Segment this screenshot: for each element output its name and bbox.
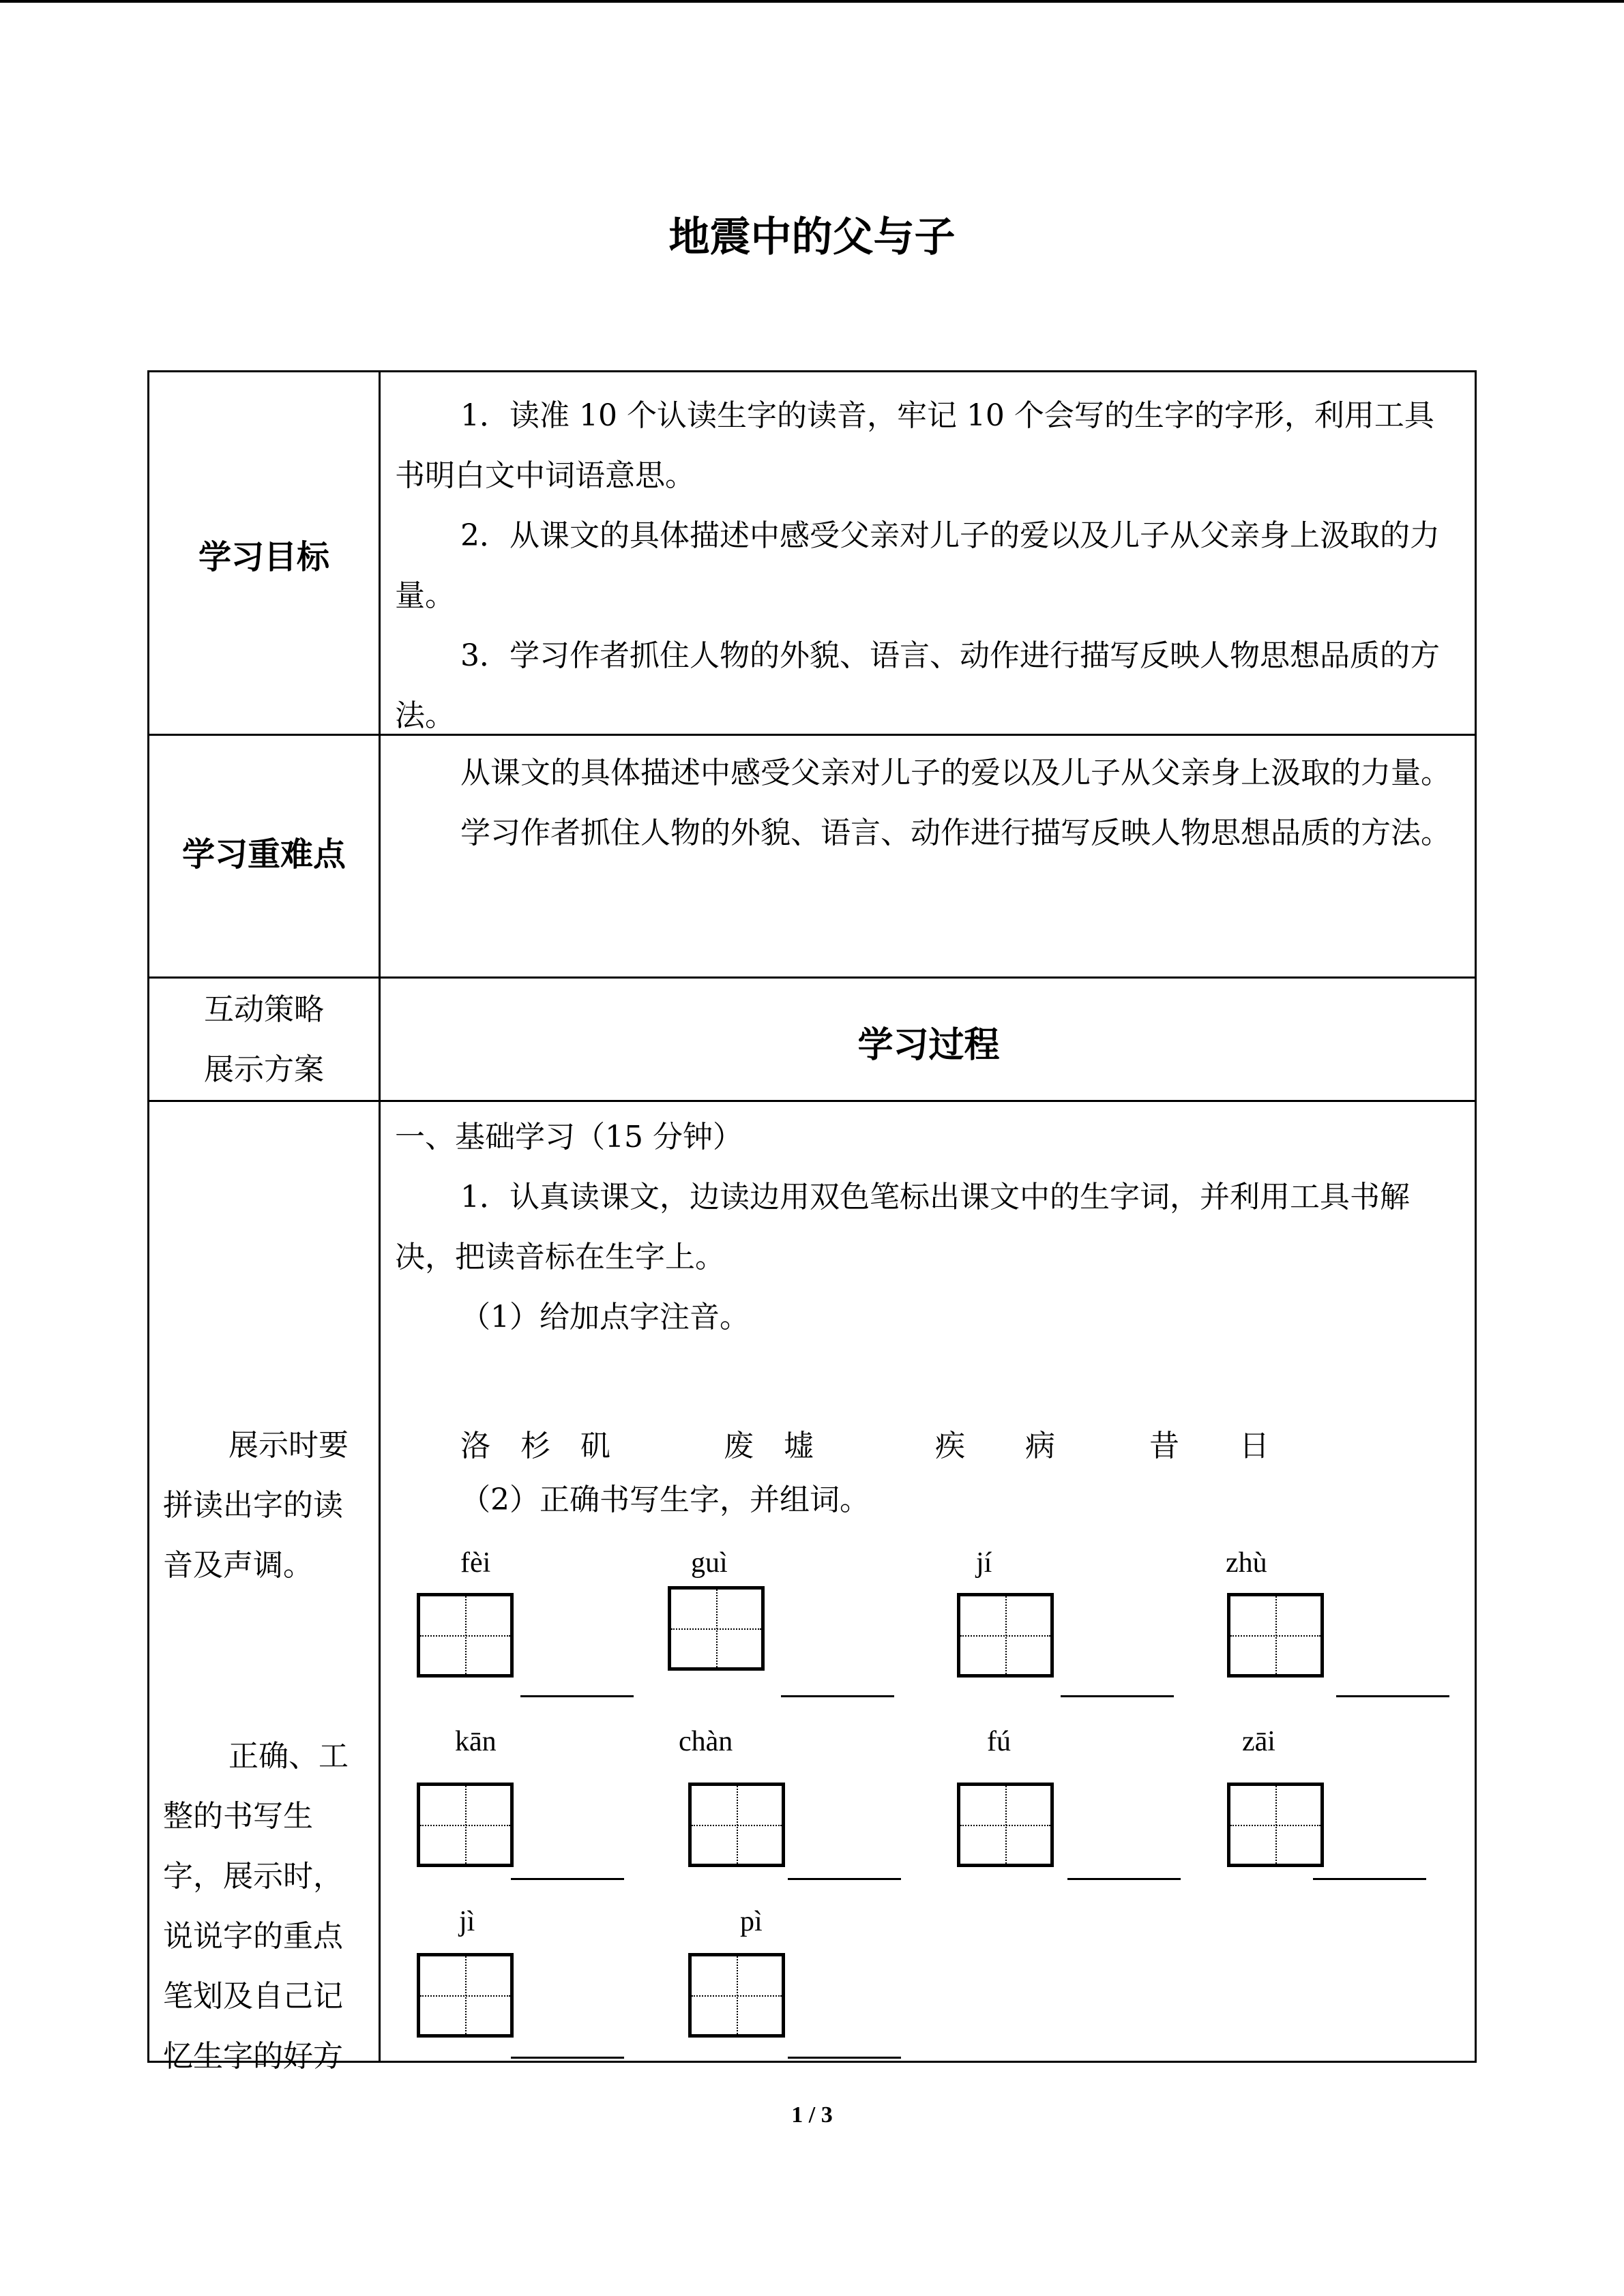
strategy-header-line1: 互动策略: [204, 992, 324, 1027]
pinyin-label: fú: [987, 1726, 1011, 1757]
strategy-header-line2: 展示方案: [204, 1052, 324, 1087]
word-item: 洛 杉 矶: [460, 1429, 610, 1463]
step-text: 1．认真读课文，边读边用双色笔标出课文中的生字词，并利用工具书解决，把读音标在生字上。: [395, 1180, 1410, 1274]
pinyin-label: pì: [740, 1906, 763, 1937]
top-border-line: [0, 0, 1624, 3]
note-line: 整的书写生: [163, 1799, 313, 1834]
writing-grid-box[interactable]: [688, 1783, 785, 1867]
lesson-table: [147, 370, 1477, 2074]
section-heading: 一、基础学习（15 分钟）: [395, 1120, 743, 1154]
pinyin-label: fèi: [460, 1547, 491, 1579]
writing-grid-box[interactable]: [1227, 1593, 1324, 1678]
word-item: 昔 日: [1149, 1429, 1269, 1463]
writing-grid-box[interactable]: [668, 1586, 765, 1671]
note-line: 字，展示时，: [163, 1859, 343, 1894]
pinyin-label: jì: [459, 1906, 475, 1937]
sub-step-text: （2）正确书写生字，并组词。: [460, 1482, 870, 1517]
page-title: 地震中的父与子: [668, 213, 956, 261]
word-answer-line[interactable]: [1313, 1878, 1426, 1880]
objectives-content: [395, 386, 1459, 746]
word-answer-line[interactable]: [520, 1695, 634, 1697]
process-content: [395, 1107, 1459, 1347]
word-answer-line[interactable]: [1336, 1695, 1449, 1697]
word-answer-line[interactable]: [788, 2057, 901, 2059]
key-points-content: [395, 743, 1459, 863]
note-line: 正确、工: [228, 1739, 349, 1774]
writing-grid-box[interactable]: [417, 1593, 514, 1678]
writing-grid-box[interactable]: [1227, 1783, 1324, 1867]
note-line: 忆生字的好方: [163, 2039, 343, 2074]
table-column-divider: [379, 372, 381, 2061]
objective-item: 2．从课文的具体描述中感受父亲对儿子的爱以及儿子从父亲身上汲取的力量。: [395, 518, 1440, 613]
note-line: 笔划及自己记: [163, 1979, 343, 2014]
page-number: 1 / 3: [791, 2102, 833, 2128]
row-divider: [149, 1100, 1475, 1102]
strategy-note-writing: [163, 1727, 368, 2087]
pinyin-label: kān: [455, 1726, 497, 1757]
word-item: 废 墟: [724, 1429, 814, 1463]
sub-step-2: [395, 1470, 1459, 1530]
strategy-header: [149, 980, 379, 1100]
pinyin-label: zhù: [1226, 1547, 1267, 1579]
word-answer-line[interactable]: [511, 2057, 624, 2059]
writing-grid-box[interactable]: [957, 1593, 1054, 1678]
pinyin-label: zāi: [1242, 1726, 1275, 1757]
writing-grid-box[interactable]: [688, 1953, 785, 2038]
word-answer-line[interactable]: [1061, 1695, 1174, 1697]
key-point-item: 学习作者抓住人物的外貌、语言、动作进行描写反映人物思想品质的方法。: [460, 816, 1451, 850]
objective-item: 3．学习作者抓住人物的外貌、语言、动作进行描写反映人物思想品质的方法。: [395, 638, 1440, 733]
pinyin-label: jí: [976, 1547, 992, 1579]
key-point-item: 从课文的具体描述中感受父亲对儿子的爱以及儿子从父亲身上汲取的力量。: [460, 756, 1451, 790]
word-answer-line[interactable]: [511, 1878, 624, 1880]
pinyin-label: chàn: [679, 1726, 733, 1757]
process-heading: 学习过程: [857, 1025, 1000, 1066]
note-line: 音及声调。: [163, 1548, 313, 1583]
writing-grid-box[interactable]: [417, 1783, 514, 1867]
pinyin-label: guì: [691, 1547, 728, 1579]
note-line: 拼读出字的读: [163, 1488, 343, 1523]
row-divider: [149, 976, 1475, 979]
objective-item: 1．读准 10 个认读生字的读音，牢记 10 个会写的生字的字形，利用工具书明白文中词语意思。: [395, 398, 1434, 493]
objectives-label: 学习目标: [198, 538, 329, 576]
note-line: 说说字的重点: [163, 1919, 343, 1954]
word-item: 疾 病: [935, 1429, 1055, 1463]
writing-grid-box[interactable]: [417, 1953, 514, 2038]
sub-step-text: （1）给加点字注音。: [460, 1300, 750, 1335]
note-line: 展示时要: [228, 1428, 349, 1463]
word-answer-line[interactable]: [788, 1878, 901, 1880]
key-points-label: 学习重难点: [181, 835, 346, 874]
word-answer-line[interactable]: [1067, 1878, 1181, 1880]
strategy-note-pronunciation: [163, 1416, 368, 1596]
word-answer-line[interactable]: [781, 1695, 894, 1697]
writing-grid-box[interactable]: [957, 1783, 1054, 1867]
